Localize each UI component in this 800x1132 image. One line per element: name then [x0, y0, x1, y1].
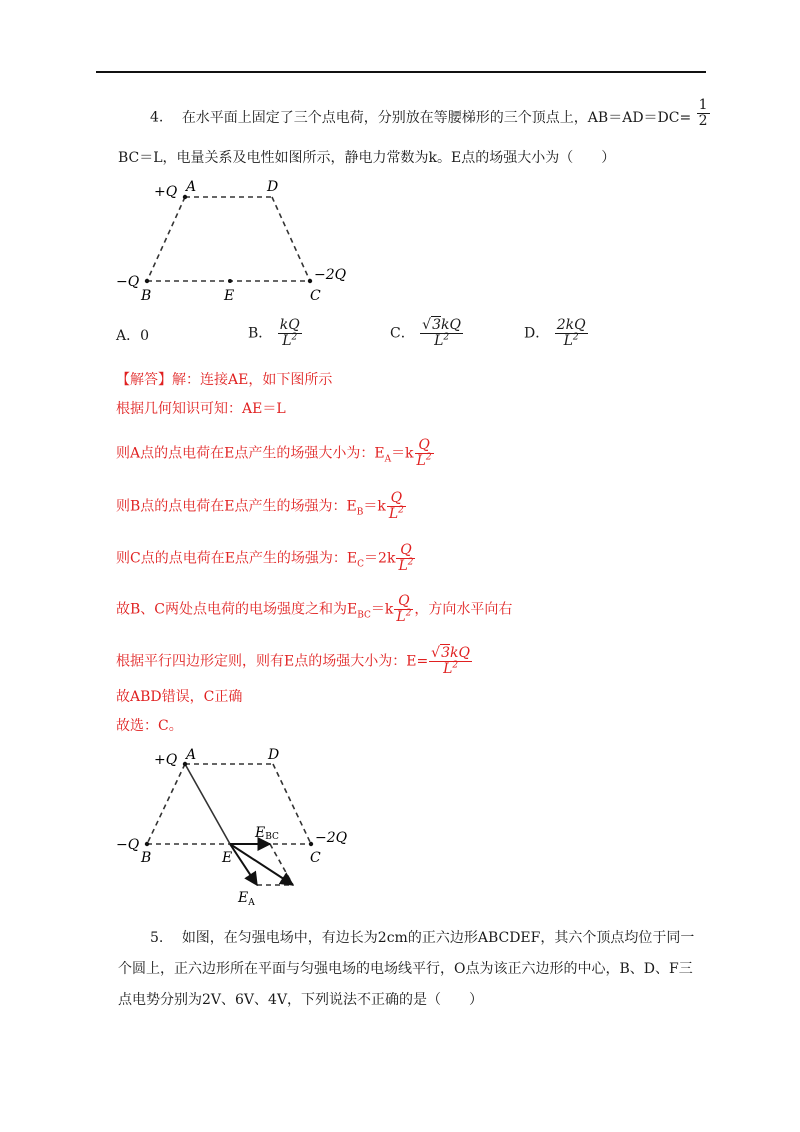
label-point-e: E: [222, 850, 233, 866]
question-5-line-2: 个圆上，正六边形所在平面与匀强电场的电场线平行，O点为该正六边形的中心，B、D、F三: [118, 961, 693, 977]
fraction-numerator: 2kQ: [556, 317, 586, 333]
label-charge-c: −2Q: [314, 267, 347, 283]
label-point-a: A: [186, 747, 197, 763]
option-a: A．0: [116, 328, 150, 344]
fraction-denominator: $L^2$: [416, 452, 432, 469]
fraction-numerator: [420, 318, 463, 334]
edge-dc: [272, 197, 310, 281]
point-e: [228, 279, 232, 283]
question-5-line-1: [150, 928, 694, 948]
fraction-denominator: $L^2$: [396, 608, 412, 625]
ec-text: 则C点的点电荷在E点产生的场强为：E: [116, 550, 358, 567]
answer-intro-text: 解：连接AE，如下图所示: [172, 372, 333, 388]
radicand: 3: [432, 317, 442, 333]
ec-fraction: [396, 543, 415, 574]
charge-point-b: [145, 842, 149, 846]
question-text: 在水平面上固定了三个点电荷，分别放在等腰梯形的三个顶点上，AB＝AD＝DC=: [181, 109, 692, 126]
option-c: [390, 318, 464, 349]
option-c-fraction: [420, 318, 463, 349]
option-b-label: B．: [248, 325, 273, 342]
den-text: L: [398, 558, 408, 574]
fraction-numerator: [429, 646, 472, 662]
option-b: [248, 318, 303, 349]
den-text: L: [388, 506, 399, 522]
den-text: L: [416, 453, 426, 469]
fraction-denominator: $L^2$: [282, 332, 298, 349]
vector-diagram: [110, 742, 370, 912]
vector-ea: [230, 844, 257, 885]
fraction-numerator: Q: [415, 438, 434, 454]
label-charge-c: −2Q: [315, 830, 348, 846]
vec-ea-main: E: [238, 890, 249, 906]
ebc-text: 故B、C两处点电荷的电场强度之和为E: [116, 601, 358, 618]
line-ae: [185, 764, 230, 844]
vec-ebc-sub: BC: [265, 832, 279, 842]
fraction-numerator: Q: [396, 543, 415, 559]
label-point-c: C: [310, 288, 321, 304]
num-text: kQ: [450, 645, 470, 661]
label-point-e: E: [224, 288, 235, 304]
edge-ab: [147, 764, 185, 844]
question-5-line-3: 点电势分别为2V、6V、4V，下列说法不正确的是（ ）: [118, 992, 484, 1008]
label-point-b: B: [141, 288, 152, 304]
answer-ea: [116, 438, 435, 469]
sqrt-symbol: √3: [422, 317, 442, 333]
fraction-numerator: Q: [387, 491, 406, 507]
ebc-eq: ＝k: [370, 601, 394, 618]
label-point-a: A: [186, 179, 197, 195]
ea-sub: A: [384, 454, 392, 465]
fraction-denominator: $L^2$: [443, 660, 459, 677]
eb-text: 则B点的点电荷在E点产生的场强为：E: [116, 498, 357, 515]
ec-sub: C: [357, 559, 365, 570]
den-text: L: [396, 609, 406, 625]
ebc-fraction: [394, 594, 413, 625]
ebc-sub: BC: [357, 610, 371, 621]
label-charge-b: −Q: [116, 274, 140, 290]
eb-fraction: [387, 491, 406, 522]
label-charge-a: +Q: [154, 184, 178, 200]
eb-eq: ＝k: [363, 498, 386, 515]
den-text: L: [282, 333, 292, 349]
fraction-numerator: Q: [394, 594, 413, 610]
charge-point-c: [309, 842, 313, 846]
fraction-denominator: $L^2$: [434, 332, 450, 349]
answer-parallelogram: [116, 646, 473, 677]
option-d-label: D．: [524, 325, 550, 342]
ec-eq: ＝2k: [364, 550, 396, 567]
fraction-denominator: $L^2$: [563, 332, 579, 349]
answer-geometry: 根据几何知识可知：AE＝L: [116, 401, 286, 417]
question-text: 如图，在匀强电场中，有边长为2cm的正六边形ABCDEF，其六个顶点均位于同一: [181, 930, 695, 946]
vector-resultant: [230, 844, 293, 885]
answer-ec: [116, 543, 416, 574]
vec-ebc-main: E: [255, 825, 266, 841]
charge-point-b: [145, 279, 149, 283]
fraction-denominator: 2: [698, 113, 708, 129]
den-text: L: [434, 333, 444, 349]
label-charge-b: −Q: [116, 837, 140, 853]
label-charge-a: +Q: [154, 752, 178, 768]
eb-sub: B: [356, 507, 364, 518]
label-point-d: D: [267, 179, 279, 195]
option-b-fraction: [278, 318, 302, 349]
sqrt-symbol: √3: [431, 645, 451, 661]
header-rule: [96, 71, 706, 73]
label-point-b: B: [141, 850, 152, 866]
answer-choice: 故选：C。: [116, 718, 183, 734]
radicand: 3: [441, 645, 451, 661]
parallelogram-side: [270, 844, 293, 885]
den-text: L: [443, 661, 453, 677]
label-vector-ebc: [254, 825, 279, 842]
answer-ebc: [116, 594, 512, 625]
answer-tag: 【解答】: [116, 372, 172, 388]
question-number: 5.: [150, 930, 164, 946]
parallel-text: 根据平行四边形定则，则有E点的场强大小为：E=: [116, 653, 429, 670]
fraction-denominator: $L^2$: [398, 557, 414, 574]
den-text: L: [563, 333, 573, 349]
question-number: 4.: [150, 109, 164, 126]
fraction-numerator: 1: [698, 97, 708, 113]
edge-ab: [147, 197, 185, 281]
question-4-line-1: [150, 97, 711, 129]
label-point-d: D: [268, 747, 280, 763]
option-c-label: C．: [390, 325, 415, 342]
question-4-line-2: BC＝L，电量关系及电性如图所示，静电力常数为k。E点的场强大小为（ ）: [118, 150, 616, 166]
charge-point-a: [183, 195, 187, 199]
fraction-numerator: kQ: [279, 317, 300, 333]
result-fraction: [429, 646, 472, 677]
charge-point-c: [308, 279, 312, 283]
answer-eb: [116, 491, 407, 522]
ebc-tail: ，方向水平向右: [414, 601, 513, 618]
ea-fraction: [415, 438, 434, 469]
ea-eq: ＝k: [391, 445, 414, 462]
num-text: kQ: [441, 317, 461, 333]
option-d-fraction: [555, 318, 588, 349]
label-point-c: C: [310, 850, 321, 866]
ea-text: 则A点的点电荷在E点产生的场强大小为：E: [116, 445, 385, 462]
vec-ea-sub: A: [248, 898, 255, 908]
trapezoid-diagram: [110, 172, 370, 307]
fraction-one-half: [697, 98, 710, 129]
answer-conclusion: 故ABD错误，C正确: [116, 689, 243, 705]
fraction-denominator: $L^2$: [388, 505, 404, 522]
label-vector-ea: [237, 890, 255, 908]
answer-intro: [116, 370, 332, 390]
option-d: [524, 318, 589, 349]
